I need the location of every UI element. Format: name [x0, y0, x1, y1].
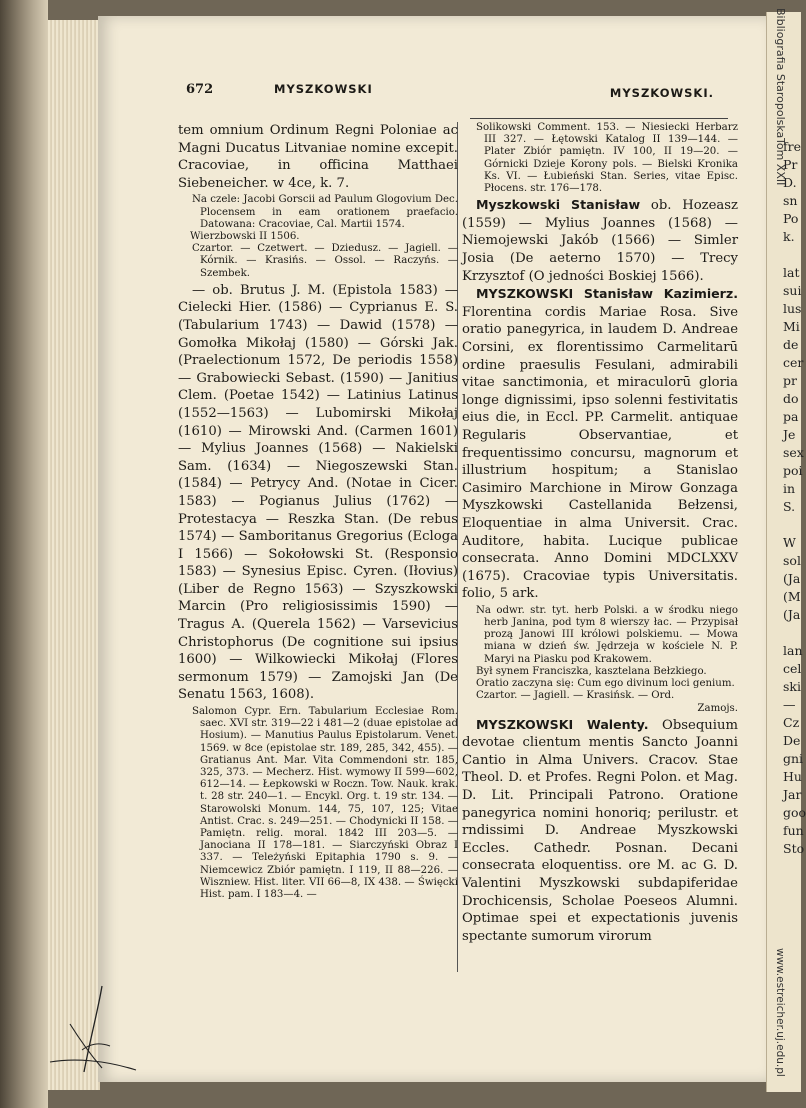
note-text: Oratio zaczyna się: Cum ego divinum loci genium. — [476, 678, 735, 690]
page-header — [186, 82, 726, 102]
next-page-fragment: lus — [783, 301, 802, 316]
archive-url — [774, 948, 790, 1088]
next-page-fragment: de — [783, 337, 799, 352]
next-page-fragment: lat — [783, 265, 800, 280]
library-holdings-end: Zamojs. — [697, 702, 738, 714]
next-page-fragment: Cz — [783, 715, 800, 730]
archive-volume: Tom XXII — [774, 138, 787, 186]
next-page-fragment: Pr — [783, 157, 798, 172]
next-page-fragment: — — [783, 697, 796, 712]
bibliography-notes-cont: Solikowski Comment. 153. — Niesiecki Herbarz III 327. — Łętowski Katalog II 139—144. — Plater Zbiór pamiętn. IV 100, II 19—20. — Górnicki Dzieje Korony pols. — Bielski Kronika Ks. VI. — Łubieński Stan. Series, vitae Episc. Płocens. str. 176—178. — [476, 122, 738, 195]
note-text: Na czele: Jacobi Gorscii ad Paulum Glogovium Dec. Plocensem in eam orationem praefacio. Datowana: Cracoviae, Cal. Martii 1574. — [192, 194, 458, 230]
entry-heading: MYSZKOWSKI Walenty. — [476, 716, 649, 732]
entry-myszkowski-stanislaw — [462, 196, 738, 285]
next-page-fragment: Je — [783, 427, 796, 442]
page-number: 672 — [186, 82, 214, 97]
header-rule — [470, 118, 728, 119]
note-text: Wierzbowski II 1506. — [190, 230, 300, 242]
entry-body: Florentina cordis Mariae Rosa. Sive oratio panegyrica, in laudem D. Andreae Corsini, ex florentissimo Carmelitarū ordine praesulis Fesulani, admirabili vitae sanctimonia, et miraculorū gloria longe dignissimi, ipso solenni festivitatis eius die, in Eccl. PP. Carmelit. antiquae Regularis Observantiae, et frequentissimo concursu, magnorum et illustrium hospitum; a Stanislao Casimiro Marchione in Mirow Gonzaga Myszkowski Castellanida Bełzensi, Eloquentiae in alma Universit. Crac. Auditore, habita. Lucique publicae consecrata. Anno Domini MDCLXXV (1675). Cracoviae typis Universitatis. folio, 5 ark. — [462, 304, 738, 602]
entry-heading: Myszkowski Stanisław — [476, 197, 641, 213]
next-page-fragment: cel — [783, 661, 802, 676]
next-page-fragment: De — [783, 733, 801, 748]
next-page-fragment: sex — [783, 445, 804, 460]
next-page-fragment: D. — [783, 175, 797, 190]
next-page-fragment: (Ja — [783, 571, 801, 586]
note-text: Był synem Franciszka, kasztelana Bełzkiego. — [476, 665, 707, 677]
next-page-fragment: sol — [783, 553, 801, 568]
next-page-fragment: pa — [783, 409, 799, 424]
running-head-right: MYSZKOWSKI. — [609, 86, 714, 100]
next-page-fragment: Hu — [783, 769, 802, 784]
archive-url-text: www.estreicher.uj.edu.pl — [774, 948, 786, 1077]
right-column — [462, 122, 738, 945]
next-page-fragment: sui — [783, 283, 802, 298]
next-page-fragment: Po — [783, 211, 799, 226]
next-page-fragment: lan — [783, 643, 803, 658]
next-page-fragment: Mi — [783, 319, 800, 334]
next-page-fragment: gni — [783, 751, 804, 766]
next-page-fragment: poi — [783, 463, 803, 478]
next-page-fragment: pr — [783, 373, 797, 388]
note-text: Na odwr. str. tyt. herb Polski. a w środku niego herb Janina, pod tym 8 wierszy łac. — Przypisał prozą Janowi III królowi polskiemu. — Mowa miana w dzień św. Jędrzeja w kościele N. P. Maryi na Piasku pod Krakowem. — [476, 604, 738, 665]
next-page-fragment: fun — [783, 823, 804, 838]
library-holdings: Czartor. — Jagiell. — Krasińsk. — Ord. — [476, 690, 675, 702]
archive-title: Bibliografia Staropolska — [774, 8, 787, 139]
entry-body: ob. Hozeasz (1559) — Mylius Joannes (1568) — Niemojewski Jakób (1566) — Simler Josia (De aeterno 1570) — Trecy Krzysztof (O jedności Boskiej 1566). — [462, 198, 738, 284]
entry-heading: MYSZKOWSKI Stanisław Kazimierz. — [476, 286, 738, 302]
next-page-fragment: do — [783, 391, 799, 406]
cross-reference-list: — ob. Brutus J. M. (Epistola 1583) — Cielecki Hier. (1586) — Cyprianus E. S. (Tabularium 1743) — Dawid (1578) — Gomołka Mikołaj (1580) — Górski Jak. (Praelectionum 1572, De periodis 1558) — Grabowiecki Sebast. (1590) — Janitius Clem. (Poetae 1542) — Latinius Latinus (1552—1563) — Lubomirski Mikołaj (1610) — Mirowski And. (Carmen 1601) — Mylius Joannes (1568) — Nakielski Sam. (1634) — Niegoszewski Stan. (1584) — Petrycy And. (Notae in Cicer. 1583) — Pogianus Julius (1762) — Protestacya — Reszka Stan. (De rebus 1574) — Samboritanus Gregorius (Ecloga I 1566) — Sokołowski St. (Responsio 1583) — Synesius Episc. Cyren. (Iłovius) (Liber de Regno 1563) — Szyszkowski Marcin (Pro religiosissimis 1590) — Tragus A. (Querela 1562) — Varsevicius Christophorus (De cognitione sui ipsius 1600) — Wilkowiecki Mikołaj (Flores sermonum 1579) — Zamojski Jan (De Senatu 1563, 1608). — [178, 282, 458, 703]
next-page-fragment: (Ja — [783, 607, 801, 622]
library-holdings: Czartor. — Czetwert. — Dziedusz. — Jagiell. — Kórnik. — Krasińs. — Ossol. — Raczyńs. — Szembek. — [192, 243, 458, 279]
bibliography-notes: Salomon Cypr. Ern. Tabularium Ecclesiae Rom. saec. XVI str. 319—22 i 481—2 (duae epistolae ad Hosium). — Manutius Paulus Epistolarum. Venet. 1569. w 8ce (epistolae str. 189, 285, 342, 455). — Gratianus Ant. Mar. Vita Commendoni str. 185, 325, 373. — Mecherz. Hist. wymowy II 599—602, 612—14. — Łepkowski w Roczn. Tow. Nauk. krak. t. 28 str. 240—1. — Encykl. Org. t. 19 str. 134. — Starowolski Monum. 144, 75, 107, 125; Vitae Antist. Crac. s. 249—251. — Chodynicki II 158. — Pamiętn. relig. moral. 1842 III 203—5. — Janociana II 178—181. — Siarczyński Obraz I 337. — Teleżyński Epitaphia 1790 s. 9. — Niemcewicz Zbiór pamiętn. I 119, II 88—226. — Wiszniew. Hist. liter. VII 66—8, IX 438. — Święcki Hist. pam. I 183—4. — — [192, 706, 458, 901]
archive-watermark — [774, 8, 790, 228]
next-page-fragment: Jar — [783, 787, 802, 802]
next-page-fragment: ski — [783, 679, 801, 694]
page-edges — [48, 20, 100, 1090]
entry-body: Obsequium devotae clientum mentis Sancto Joanni Cantio in Alma Univers. Cracov. Stae Theol. D. et Profes. Regni Polon. et Mag. D. Lit. Principali Patrono. Oratione panegyrica nomini honoriq; perilustr. et rndissimi D. Andreae Myszkowski Eccles. Cathedr. Posnan. Decani consecrata eloquentiss. ore M. ac G. D. Valentini Myszkowski subdapiferidae Drochicensis, Scholae Poeseos Alumni. Optimae spei et expectationis juvenis spectante sumorum virorum — [462, 717, 738, 944]
next-page-fragment: Sto — [783, 841, 805, 856]
entry-myszkowski-stanislaw-kazimierz — [462, 285, 738, 603]
next-page-fragment: W — [783, 535, 796, 550]
entry-myszkowski-walenty — [462, 716, 738, 946]
next-page-fragment: sn — [783, 193, 798, 208]
next-page-fragment: fre — [783, 139, 801, 154]
next-page-fragment: S. — [783, 499, 796, 514]
book-binding — [0, 0, 48, 1108]
next-page-fragment: (M — [783, 589, 801, 604]
running-head-left: MYSZKOWSKI — [274, 82, 373, 96]
next-page-fragment: in — [783, 481, 796, 496]
left-column — [178, 122, 458, 901]
next-page-fragment: k. — [783, 229, 795, 244]
entry-text: tem omnium Ordinum Regni Poloniae ac Magni Ducatus Litvaniae nomine excepit. Cracoviae, in officina Matthaei Siebeneicher. w 4ce, k. 7. — [178, 123, 458, 191]
next-page-fragment: goo — [783, 805, 806, 820]
signature-mark — [40, 980, 150, 1080]
next-page-fragment: cer — [783, 355, 804, 370]
